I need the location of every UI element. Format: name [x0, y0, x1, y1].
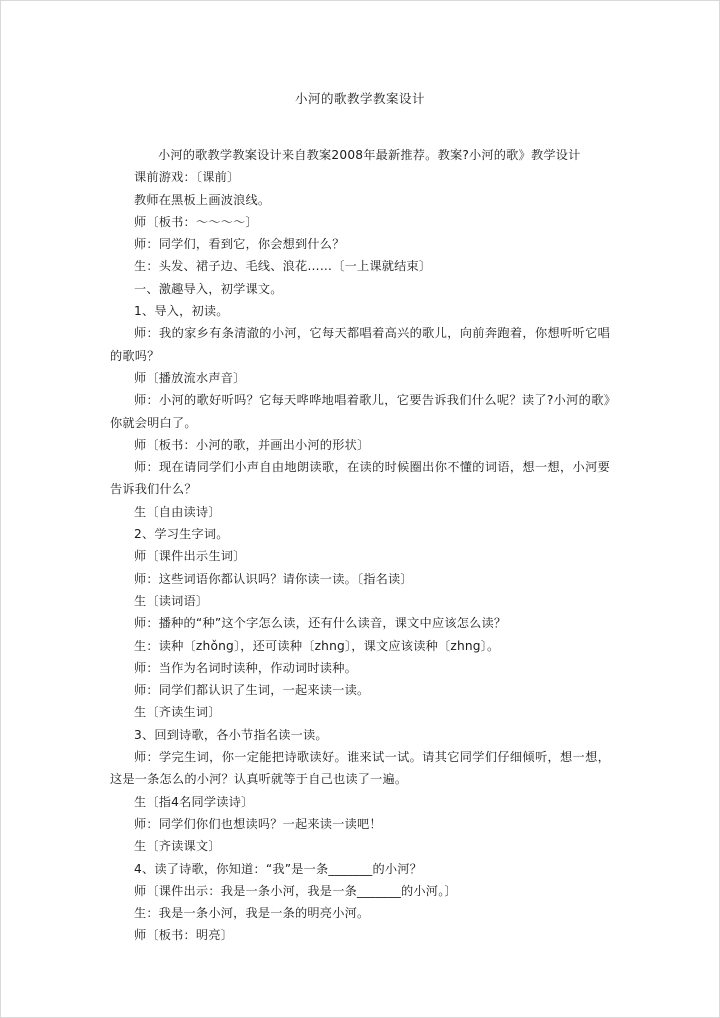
paragraph: 生〔自由读诗〕 [134, 504, 221, 519]
document-title: 小河的歌教学教案设计 [294, 91, 425, 106]
paragraph: 生：头发、裙子边、毛线、浪花……〔一上课就结束〕 [134, 259, 432, 274]
paragraph: 师：同学们，看到它，你会想到什么？ [134, 237, 345, 252]
paragraph: 一、激趣导入，初学课文。 [134, 281, 283, 296]
paragraph: 3、回到诗歌，各小节指名读一读。 [134, 727, 328, 742]
paragraph: 师：学完生词，你一定能把诗歌读好。谁来试一试。请其它同学们仔细倾听，想一想，这是一条怎么的小河？认真听就等于自己也读了一遍。 [110, 750, 610, 787]
paragraph: 师：现在请同学们小声自由地朗读歌，在读的时候圈出你不懂的词语，想一想，小河要告诉我们什么？ [110, 460, 610, 497]
paragraph: 教师在黑板上画波浪线。 [134, 192, 271, 207]
paragraph: 生：我是一条小河，我是一条的明亮小河。 [134, 906, 370, 921]
paragraph: 生〔指4名同学读诗〕 [134, 794, 254, 809]
paragraph: 师：这些词语你都认识吗？请你读一读。〔指名读〕 [134, 571, 413, 586]
paragraph: 师：播种的“种”这个字怎么读，还有什么读音，课文中应该怎么读？ [134, 616, 507, 631]
paragraph: 2、学习生字词。 [134, 527, 229, 542]
paragraph: 师〔播放流水声音〕 [134, 370, 246, 385]
paragraph: 小河的歌教学教案设计来自教案2008年最新推荐。教案?小河的歌》教学设计 [158, 148, 581, 162]
paragraph: 师：同学们都认识了生词，一起来读一读。 [134, 683, 370, 698]
paragraph: 师〔板书：～～～～〕 [134, 214, 258, 229]
paragraph: 师〔课件出示生词〕 [134, 549, 246, 564]
paragraph: 师〔板书：明亮〕 [134, 928, 234, 943]
paragraph: 师：小河的歌好听吗？它每天哗哗地唱着歌儿，它要告诉我们什么呢？读了?小河的歌》你就会明白了。 [110, 393, 610, 430]
paragraph: 4、读了诗歌，你知道：“我”是一条_______的小河？ [134, 861, 423, 876]
paragraph: 师〔板书：小河的歌，并画出小河的形状〕 [134, 437, 370, 452]
paragraph: 生〔齐读课文〕 [134, 839, 221, 854]
paragraph: 课前游戏：〔课前〕 [134, 170, 240, 185]
paragraph: 师：同学们你们也想读吗？一起来读一读吧！ [134, 816, 382, 831]
paragraph: 生：读种〔zhǒng〕，还可读种〔zhng〕，课文应该读种〔zhng〕。 [134, 638, 500, 653]
paragraph: 师〔课件出示：我是一条小河，我是一条_______的小河。〕 [134, 883, 457, 898]
paragraph: 师：当作为名词时读种，作动词时读种。 [134, 660, 357, 675]
paragraph: 师：我的家乡有条清澈的小河，它每天都唱着高兴的歌儿，向前奔跑着，你想听听它唱的歌吗？ [110, 326, 610, 363]
paragraph: 生〔齐读生词〕 [134, 705, 221, 720]
document-body [110, 144, 610, 947]
paragraph: 1、导入，初读。 [134, 304, 229, 319]
paragraph: 生〔读词语〕 [134, 593, 209, 608]
